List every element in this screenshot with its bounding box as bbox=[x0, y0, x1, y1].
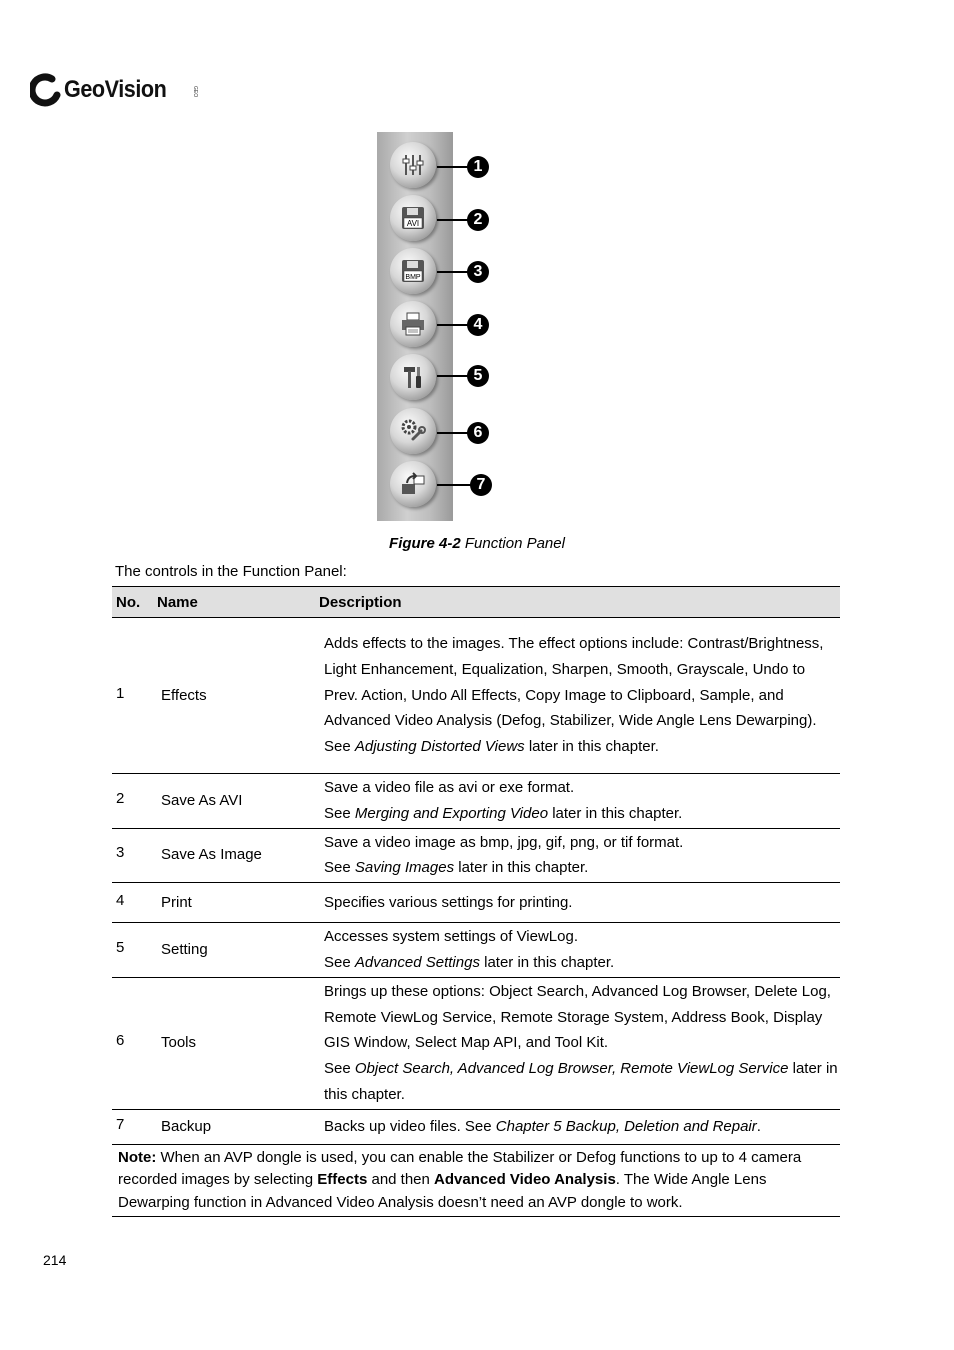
header-description: Description bbox=[315, 587, 840, 618]
row-no: 2 bbox=[112, 774, 153, 829]
save-avi-icon bbox=[399, 204, 427, 232]
row-name: Effects bbox=[153, 618, 315, 774]
callout-leader bbox=[437, 166, 471, 168]
table-row bbox=[112, 618, 840, 774]
row-description: Adds effects to the images. The effect options include: Contrast/Brightness, Light Enhancement, Equalization, Sharpen, Smooth, Grayscale, Undo to Prev. Action, Undo All Effects, Copy Image to Clipboard, Sample, and Advanced Video Analysis (Defog, Stabilizer, Wide Angle Lens Dewarping). See Adjusting Distorted Views later in this chapter. bbox=[315, 618, 840, 774]
print-button[interactable] bbox=[390, 301, 436, 347]
tools-gear-wrench-icon bbox=[399, 417, 427, 445]
bmp-label: BMP bbox=[405, 274, 421, 281]
row-name: Backup bbox=[153, 1109, 315, 1144]
row-no: 6 bbox=[112, 977, 153, 1109]
row-description: Brings up these options: Object Search, Advanced Log Browser, Delete Log, Remote ViewLog Service, Remote Storage System, Address Book, Display GIS Window, Select Map API, and Tool Kit. See Object Search, Advanced Log Browser, Remote ViewLog Service later in this chapter. bbox=[315, 977, 840, 1109]
callout-2: 2 bbox=[467, 209, 489, 231]
row-description: Save a video image as bmp, jpg, gif, png, or tif format. See Saving Images later in this chapter. bbox=[315, 828, 840, 883]
geovision-logo-mark-icon bbox=[30, 73, 62, 107]
callout-5: 5 bbox=[467, 365, 489, 387]
backup-icon bbox=[399, 470, 427, 498]
intro-text: The controls in the Function Panel: bbox=[115, 563, 347, 580]
callout-6: 6 bbox=[467, 422, 489, 444]
row-no: 5 bbox=[112, 923, 153, 978]
effects-button[interactable] bbox=[390, 142, 436, 188]
page-number: 214 bbox=[43, 1252, 67, 1268]
table-row bbox=[112, 923, 840, 978]
figure-label: Figure 4-2 bbox=[389, 535, 461, 552]
brand-name: GeoVision bbox=[64, 76, 167, 103]
save-as-avi-button[interactable] bbox=[390, 195, 436, 241]
row-description: Save a video file as avi or exe format. See Merging and Exporting Video later in this chapter. bbox=[315, 774, 840, 829]
note-text: Note: When an AVP dongle is used, you can enable the Stabilizer or Defog functions to up to 4 camera recorded images by selecting Effects and then Advanced Video Analysis. The Wide Angle Lens Dewarping function in Advanced Video Analysis doesn’t need an AVP dongle to work. bbox=[112, 1144, 840, 1217]
save-as-image-button[interactable] bbox=[390, 248, 436, 294]
callout-leader bbox=[437, 219, 471, 221]
callout-leader bbox=[437, 271, 471, 273]
row-description: Specifies various settings for printing. bbox=[315, 883, 840, 923]
setting-button[interactable] bbox=[390, 354, 436, 400]
row-no: 1 bbox=[112, 618, 153, 774]
callout-leader bbox=[437, 324, 471, 326]
print-icon bbox=[399, 310, 427, 338]
row-description: Accesses system settings of ViewLog. See Advanced Settings later in this chapter. bbox=[315, 923, 840, 978]
callout-4: 4 bbox=[467, 314, 489, 336]
figure-caption bbox=[0, 535, 954, 552]
table-row bbox=[112, 883, 840, 923]
row-name: Setting bbox=[153, 923, 315, 978]
effects-sliders-icon bbox=[399, 151, 427, 179]
row-description: Backs up video files. See Chapter 5 Backup, Deletion and Repair. bbox=[315, 1109, 840, 1144]
table-row bbox=[112, 977, 840, 1109]
header-name: Name bbox=[153, 587, 315, 618]
callout-3: 3 bbox=[467, 261, 489, 283]
table-row bbox=[112, 1109, 840, 1144]
row-name: Tools bbox=[153, 977, 315, 1109]
row-no: 4 bbox=[112, 883, 153, 923]
row-name: Save As AVI bbox=[153, 774, 315, 829]
avi-label: AVI bbox=[406, 219, 420, 228]
callout-leader bbox=[437, 432, 471, 434]
table-row bbox=[112, 774, 840, 829]
backup-button[interactable] bbox=[390, 461, 436, 507]
row-no: 7 bbox=[112, 1109, 153, 1144]
note-label: Note: bbox=[118, 1148, 157, 1166]
row-no: 3 bbox=[112, 828, 153, 883]
function-panel bbox=[377, 132, 453, 521]
geovision-logo bbox=[30, 72, 198, 108]
function-panel-table bbox=[112, 586, 840, 1217]
callout-7: 7 bbox=[470, 474, 492, 496]
row-name: Print bbox=[153, 883, 315, 923]
row-name: Save As Image bbox=[153, 828, 315, 883]
figure-title: Function Panel bbox=[460, 535, 565, 552]
tools-button[interactable] bbox=[390, 408, 436, 454]
save-bmp-icon bbox=[399, 257, 427, 285]
callout-leader bbox=[437, 375, 471, 377]
setting-tools-icon bbox=[399, 363, 427, 391]
header-no: No. bbox=[112, 587, 153, 618]
table-header-row bbox=[112, 587, 840, 618]
brand-mark: GEO bbox=[192, 86, 198, 98]
note-row bbox=[112, 1144, 840, 1217]
callout-1: 1 bbox=[467, 156, 489, 178]
table-row bbox=[112, 828, 840, 883]
